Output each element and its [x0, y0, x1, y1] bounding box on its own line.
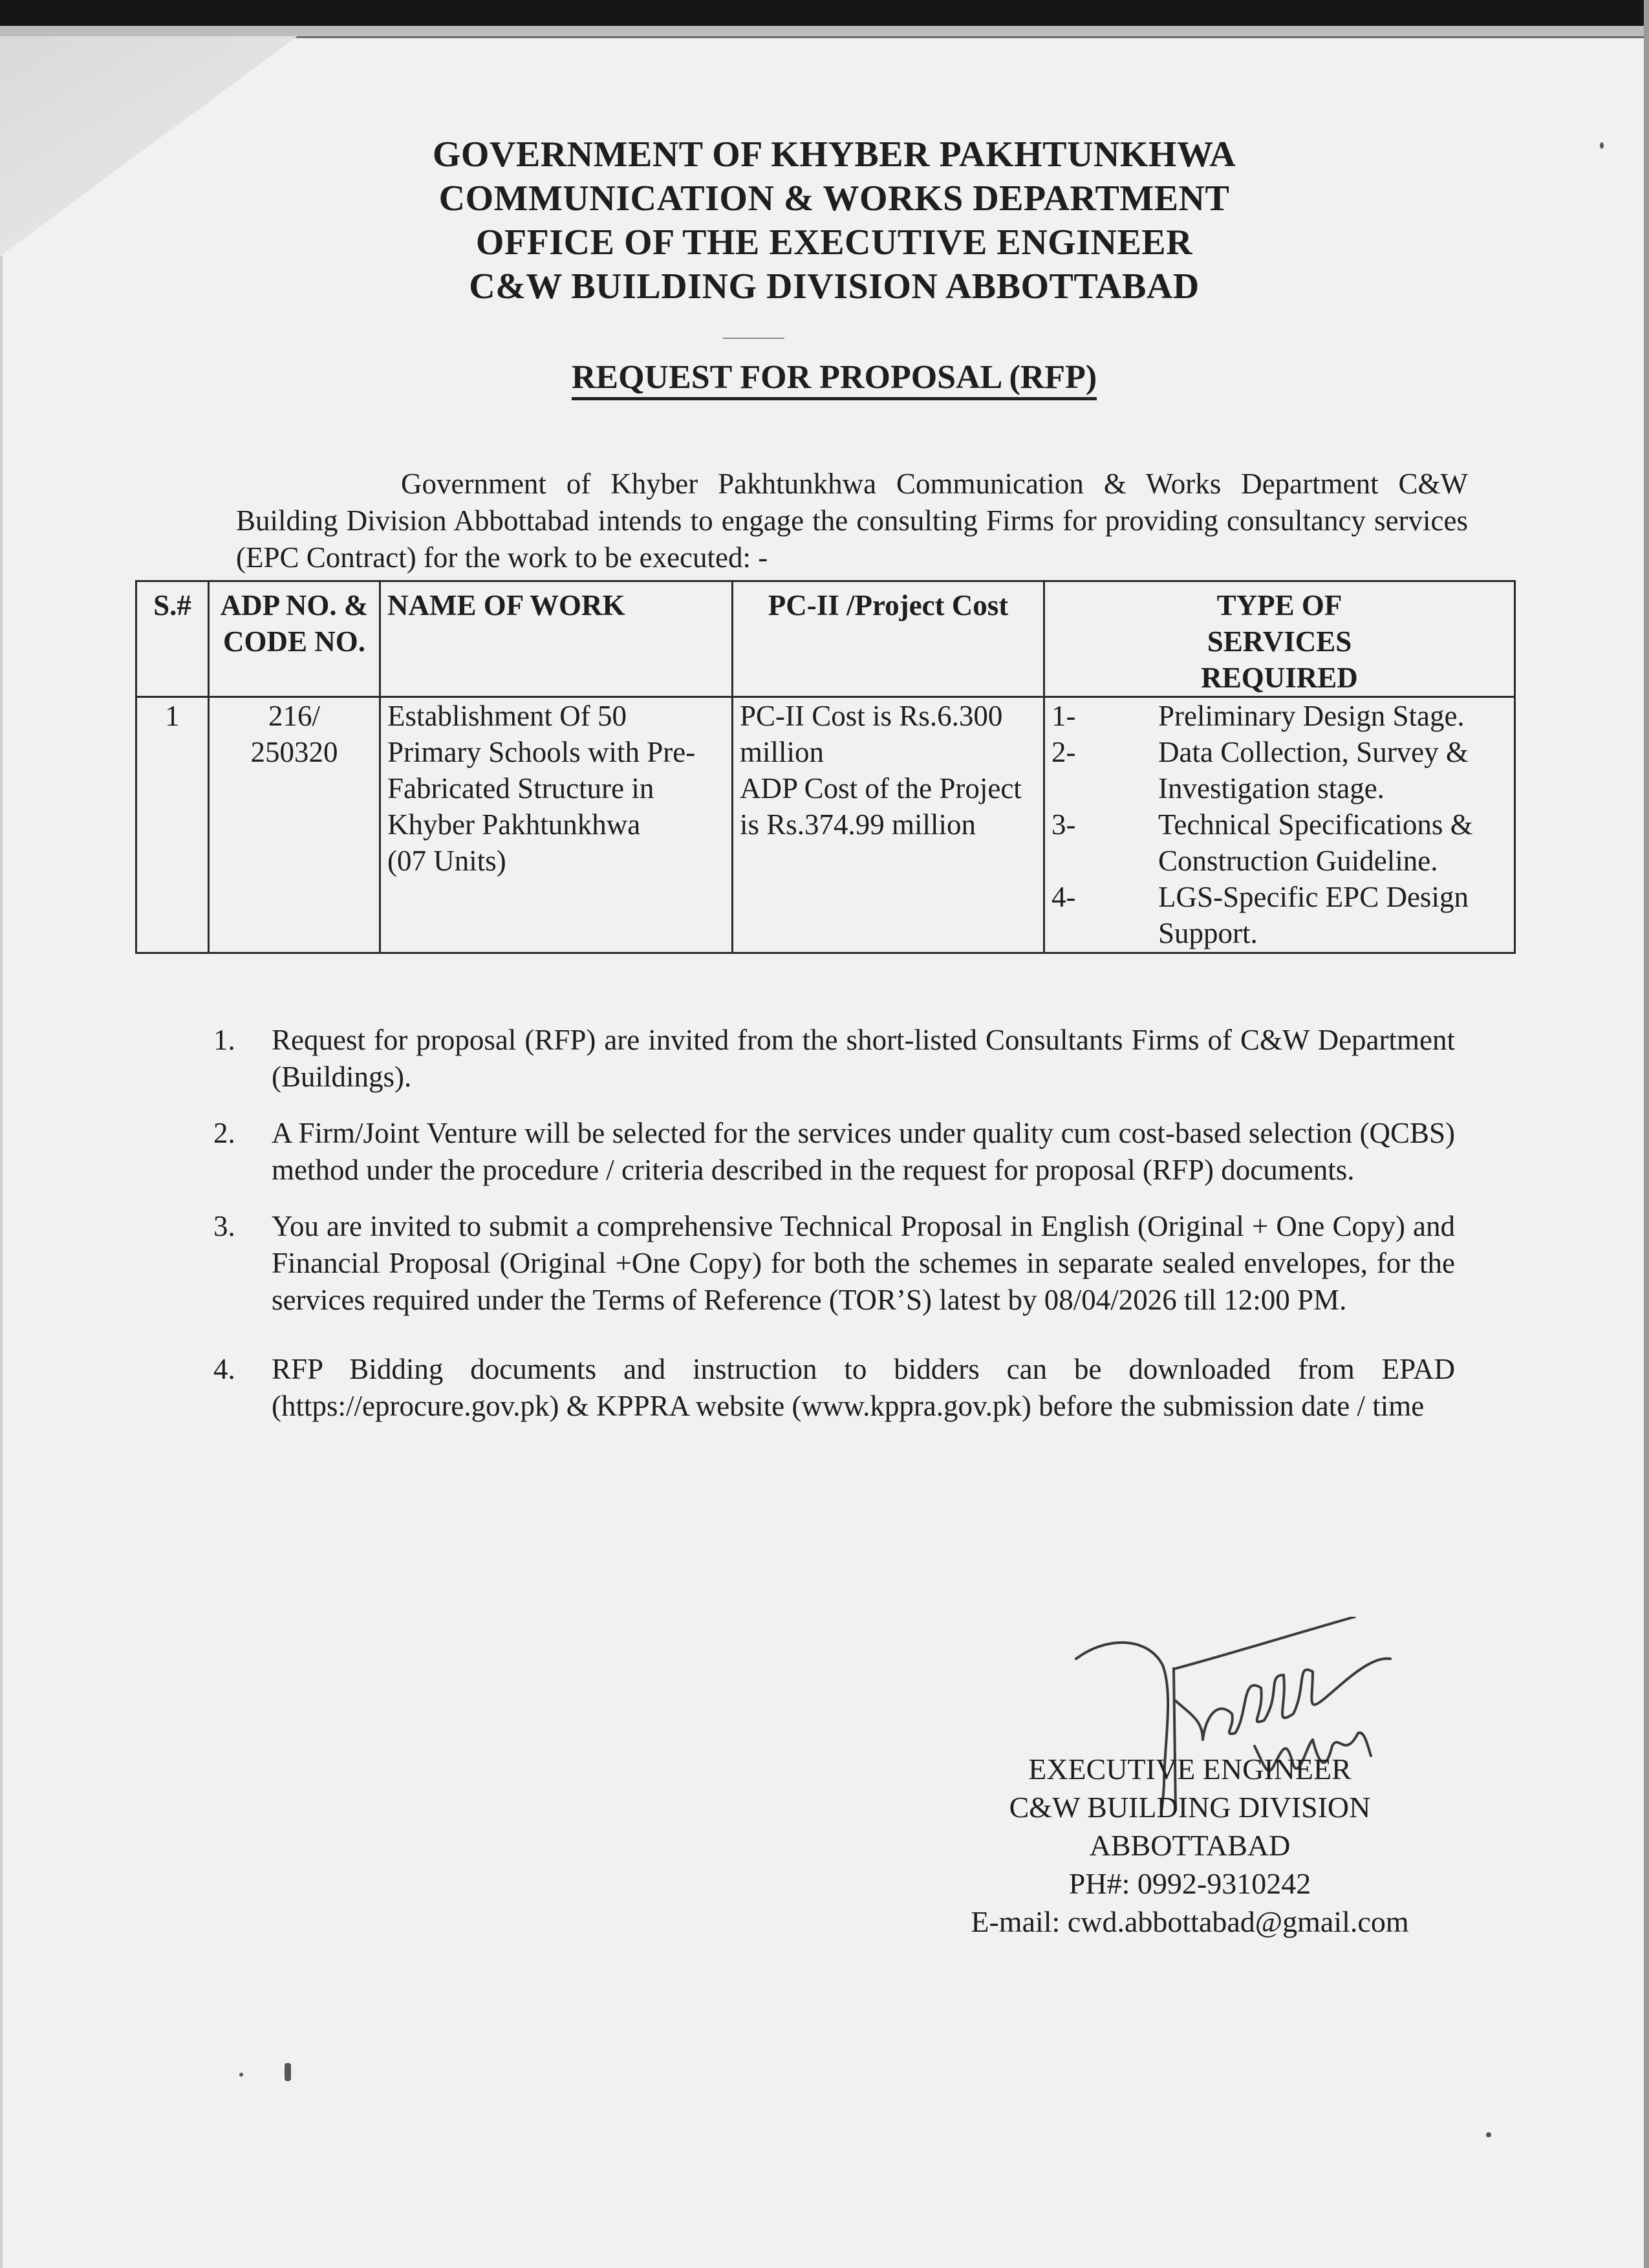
terms-item-text: RFP Bidding documents and instruction to bidders can be downloaded from EPAD (https://eprocure.gov.pk) & KPPRA website (www.kppra.gov.pk) before the submission date / time [272, 1353, 1455, 1422]
scan-top-band [0, 0, 1649, 26]
terms-item [213, 1115, 1455, 1189]
service-text: LGS-Specific EPC Design Support. [1158, 881, 1469, 949]
scan-right-edge [1644, 0, 1649, 2268]
service-number: 4- [1051, 881, 1076, 913]
signature-stroke [1176, 1659, 1390, 1740]
service-text: Data Collection, Survey & Investigation stage. [1158, 736, 1469, 805]
terms-item-number: 1. [213, 1024, 235, 1056]
signatory-designation: EXECUTIVE ENGINEER [1028, 1753, 1352, 1786]
intro-paragraph: Government of Khyber Pakhtunkhwa Communication & Works Department C&W Building Division Abbottabad intends to engage the consulting Firms for providing consultancy services (EPC Contract) for the work to be executed: - [236, 468, 1468, 574]
terms-item-text: Request for proposal (RFP) are invited from the short-listed Consultants Firms of C&W Department (Buildings). [272, 1024, 1455, 1093]
service-item [1051, 806, 1507, 879]
scan-speck [1600, 142, 1604, 149]
signatory-email: E-mail: cwd.abbottabad@gmail.com [971, 1905, 1409, 1938]
adp-cost: ADP Cost of the Project is Rs.374.99 million [740, 772, 1022, 841]
header-serial: S.# [136, 581, 209, 697]
terms-item-text: A Firm/Joint Venture will be selected for the services under quality cum cost-based selection (QCBS) method under the procedure / criteria described in the request for proposal (RFP) documents. [272, 1117, 1455, 1186]
service-item [1051, 879, 1507, 951]
document-title [453, 357, 1216, 398]
scan-speck [239, 2073, 243, 2077]
header-adp-code: ADP NO. & CODE NO. [209, 581, 380, 697]
service-text: Preliminary Design Stage. [1158, 700, 1465, 732]
service-number: 3- [1051, 808, 1076, 841]
signatory-block [931, 1750, 1449, 1941]
table-row [136, 697, 1515, 953]
scan-speck [1486, 2132, 1491, 2137]
letterhead-line-government: GOVERNMENT OF KHYBER PAKHTUNKHWA [432, 135, 1236, 175]
cell-services [1044, 697, 1515, 953]
service-item [1051, 698, 1507, 734]
divider-mark [723, 338, 784, 339]
cell-serial: 1 [136, 697, 209, 953]
letterhead [349, 133, 1319, 308]
signature-stroke [1176, 1617, 1355, 1669]
table-header-row [136, 581, 1515, 697]
header-services-text: TYPE OF SERVICES REQUIRED [1201, 589, 1358, 694]
scan-speck [285, 2063, 291, 2081]
header-name-of-work: NAME OF WORK [380, 581, 733, 697]
terms-item-number: 2. [213, 1117, 235, 1149]
adp-number: 216/ [268, 700, 320, 732]
work-units: (07 Units) [387, 845, 506, 877]
terms-list [213, 1022, 1455, 1444]
service-text: Technical Specifications & Construction Guideline. [1158, 808, 1473, 877]
works-table [135, 580, 1516, 954]
terms-item-text: You are invited to submit a comprehensive Technical Proposal in English (Original + One Copy) and Financial Proposal (Original +One Copy) for both the schemes in separate sealed envelopes, for the services required under the Terms of Reference (TOR’S) latest by 08/04/2026 till 12:00 PM. [272, 1210, 1455, 1316]
scan-left-edge [0, 256, 3, 2268]
terms-item-number: 4. [213, 1353, 235, 1385]
letterhead-line-division: C&W BUILDING DIVISION ABBOTTABAD [469, 266, 1200, 307]
pc2-cost: PC-II Cost is Rs.6.300 million [740, 700, 1003, 768]
signatory-city: ABBOTTABAD [1089, 1829, 1291, 1862]
header-project-cost: PC-II /Project Cost [733, 581, 1044, 697]
service-number: 1- [1051, 700, 1076, 732]
work-name: Establishment Of 50 Primary Schools with Pre-Fabricated Structure in Khyber Pakhtunkhwa [387, 700, 696, 841]
letterhead-line-office: OFFICE OF THE EXECUTIVE ENGINEER [475, 222, 1193, 263]
service-item [1051, 734, 1507, 806]
adp-code: 250320 [250, 736, 338, 768]
signatory-phone: PH#: 0992-9310242 [1068, 1867, 1311, 1900]
terms-item-number: 3. [213, 1210, 235, 1242]
cell-project-cost [733, 697, 1044, 953]
cell-name-of-work [380, 697, 733, 953]
terms-item [213, 1208, 1455, 1319]
service-number: 2- [1051, 736, 1076, 768]
folded-corner [0, 36, 297, 256]
letterhead-line-department: COMMUNICATION & WORKS DEPARTMENT [438, 178, 1230, 219]
cell-adp-code [209, 697, 380, 953]
terms-item [213, 1022, 1455, 1096]
signatory-division: C&W BUILDING DIVISION [1009, 1791, 1371, 1824]
terms-item [213, 1351, 1455, 1425]
document-title-text: REQUEST FOR PROPOSAL (RFP) [572, 359, 1097, 400]
header-services [1044, 581, 1515, 697]
